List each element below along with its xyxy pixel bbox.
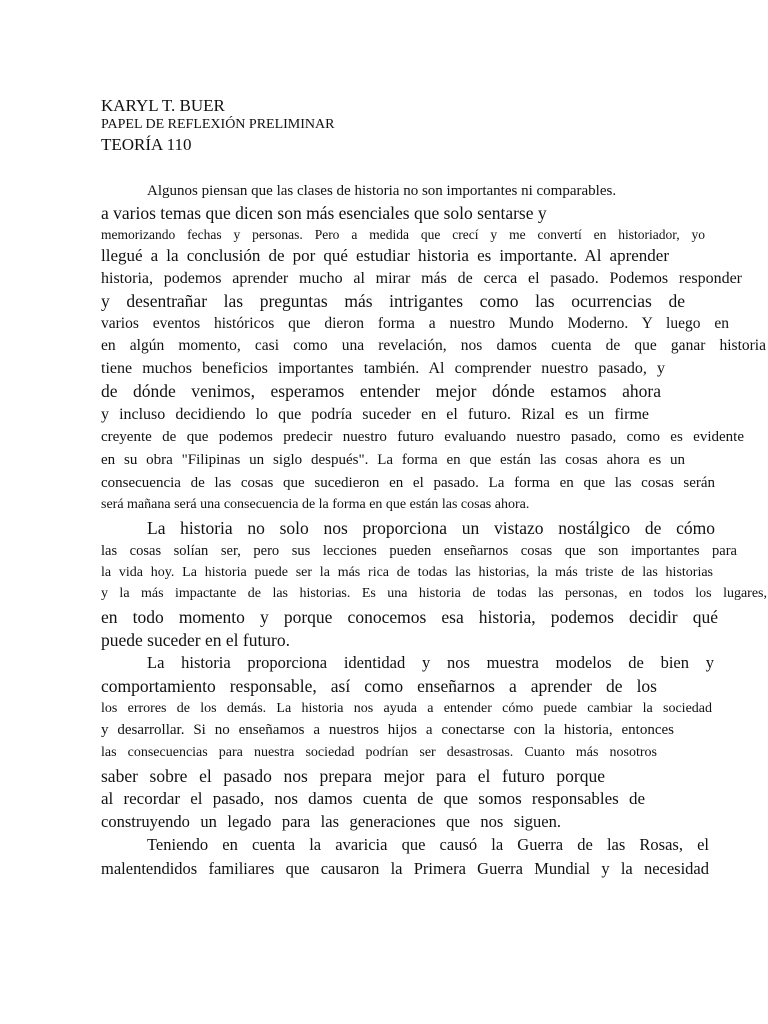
text-line: creyente de que podemos predecir nuestro futuro evaluando nuestro pasado, como es evidente [101,429,744,445]
text-line: en su obra "Filipinas un siglo después". La forma en que están las cosas ahora es un [101,452,685,468]
text-line: malentendidos familiares que causaron la Primera Guerra Mundial y la necesidad [101,859,709,878]
text-line: Teniendo en cuenta la avaricia que causó la Guerra de las Rosas, el [147,835,709,854]
text-line: será mañana será una consecuencia de la forma en que están las cosas ahora. [101,497,530,512]
text-line: la vida hoy. La historia puede ser la más rica de todas las historias, la más triste de las historias [101,565,713,580]
text-line: los errores de los demás. La historia nos ayuda a entender cómo puede cambiar la sociedad [101,701,712,716]
text-line: construyendo un legado para las generaciones que nos siguen. [101,812,561,831]
text-line: de dónde venimos, esperamos entender mejor dónde estamos ahora [101,381,661,401]
text-line: y desentrañar las preguntas más intrigantes como las ocurrencias de [101,291,685,311]
text-line: saber sobre el pasado nos prepara mejor para el futuro porque [101,766,605,786]
course-title: TEORÍA 110 [101,135,192,154]
text-line: tiene muchos beneficios importantes también. Al comprender nuestro pasado, y [101,360,665,377]
text-line: comportamiento responsable, así como enseñarnos a aprender de los [101,676,657,696]
author-name: KARYL T. BUER [101,96,225,115]
text-line: consecuencia de las cosas que sucedieron en el pasado. La forma en que las cosas serán [101,475,715,491]
text-line: en todo momento y porque conocemos esa historia, podemos decidir qué [101,607,718,627]
text-line: llegué a la conclusión de por qué estudiar historia es importante. Al aprender [101,246,669,265]
text-line: puede suceder en el futuro. [101,630,291,650]
document-body [101,180,767,880]
text-line: historia, podemos aprender mucho al mirar más de cerca el pasado. Podemos responder [101,270,742,287]
text-line: memorizando fechas y personas. Pero a medida que crecí y me convertí en historiador, yo [101,227,705,242]
text-line: las cosas solían ser, pero sus lecciones pueden enseñarnos cosas que son importantes para [101,543,737,559]
text-line: La historia no solo nos proporciona un vistazo nostálgico de cómo [147,518,715,538]
paper-type: PAPEL DE REFLEXIÓN PRELIMINAR [101,117,335,132]
text-line: a varios temas que dicen son más esenciales que solo sentarse y [101,203,547,223]
text-line: Algunos piensan que las clases de historia no son importantes ni comparables. [147,183,617,199]
text-line: varios eventos históricos que dieron forma a nuestro Mundo Moderno. Y luego en [101,315,729,332]
document-header [101,96,334,156]
text-line: en algún momento, casi como una revelación, nos damos cuenta de que ganar historia [101,337,766,354]
text-line: y la más impactante de las historias. Es una historia de todas las personas, en todos los lugares, [101,586,767,601]
text-line: y desarrollar. Si no enseñamos a nuestros hijos a conectarse con la historia, entonces [101,722,674,738]
text-line: las consecuencias para nuestra sociedad podrían ser desastrosas. Cuanto más nosotros [101,745,657,760]
text-line: al recordar el pasado, nos damos cuenta de que somos responsables de [101,789,645,808]
text-line: La historia proporciona identidad y nos muestra modelos de bien y [147,653,714,672]
text-line: y incluso decidiendo lo que podría suceder en el futuro. Rizal es un firme [101,406,649,423]
